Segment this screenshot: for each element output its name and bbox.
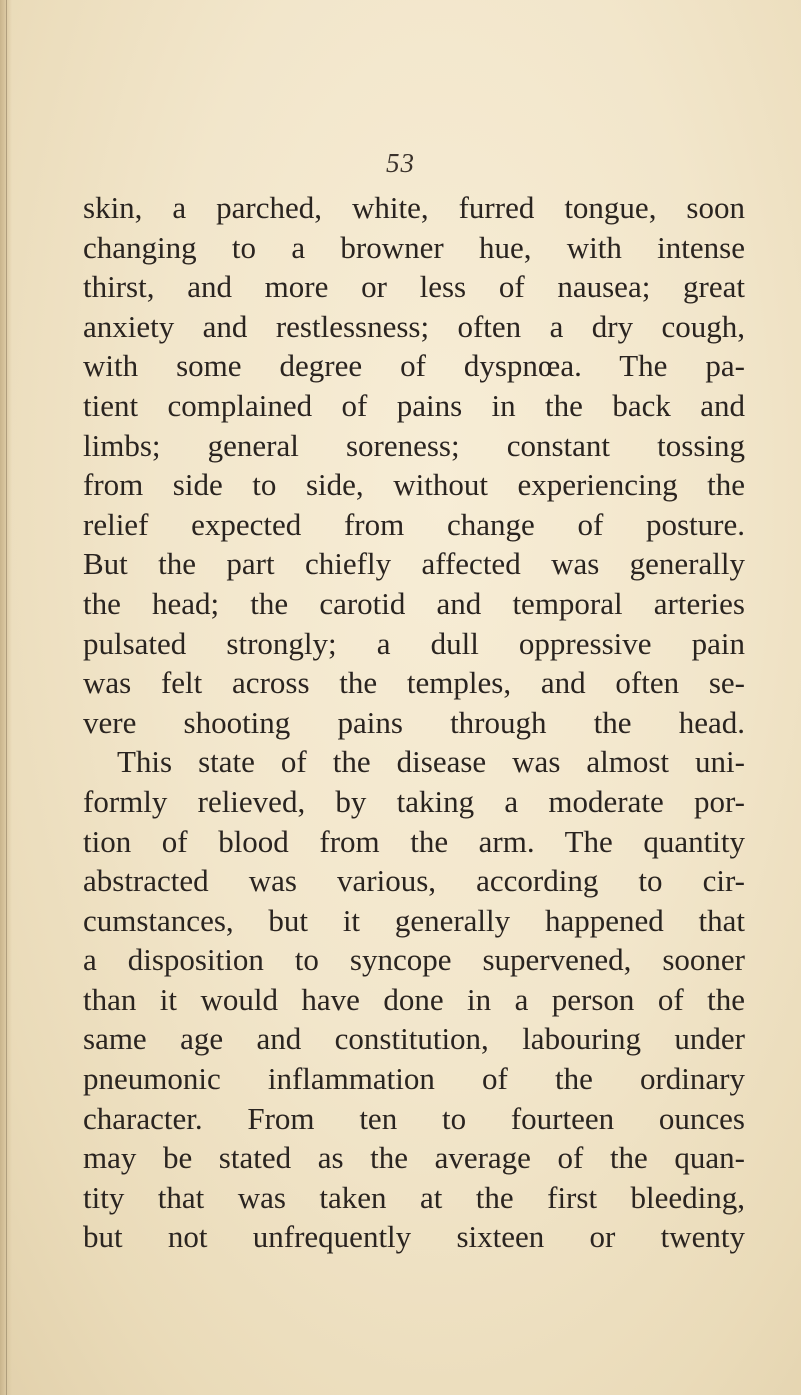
text-line: This state of the disease was almost uni-	[117, 744, 745, 780]
text-line: vere shooting pains through the head.	[83, 704, 745, 740]
text-line: with some degree of dyspnœa. The pa-	[83, 348, 745, 384]
text-line: but not unfrequently sixteen or twenty	[83, 1219, 745, 1255]
page-number: 53	[386, 148, 415, 178]
text-line: abstracted was various, according to cir-	[83, 863, 745, 899]
body-text	[83, 188, 745, 1257]
text-line: may be stated as the average of the quan-	[83, 1140, 745, 1176]
text-line: the head; the carotid and temporal arteries	[83, 585, 745, 621]
text-line: same age and constitution, labouring under	[83, 1021, 745, 1057]
text-line: tity that was taken at the first bleeding,	[83, 1179, 745, 1215]
text-line: anxiety and restlessness; often a dry cough,	[83, 308, 745, 344]
text-line: pulsated strongly; a dull oppressive pain	[83, 625, 745, 661]
text-line: skin, a parched, white, furred tongue, soon	[83, 190, 745, 225]
text-line: tion of blood from the arm. The quantity	[83, 823, 745, 859]
text-line: from side to side, without experiencing the	[83, 467, 745, 503]
text-line: relief expected from change of posture.	[83, 506, 745, 542]
text-line: limbs; general soreness; constant tossing	[83, 427, 745, 463]
text-line: tient complained of pains in the back and	[83, 387, 745, 423]
text-line: formly relieved, by taking a moderate por-	[83, 783, 745, 819]
text-line: a disposition to syncope supervened, sooner	[83, 942, 745, 978]
text-line: pneumonic inflammation of the ordinary	[83, 1061, 745, 1097]
text-line: changing to a browner hue, with intense	[83, 229, 745, 265]
text-line: cumstances, but it generally happened that	[83, 902, 745, 938]
text-line: But the part chiefly affected was generally	[83, 546, 745, 582]
text-line: thirst, and more or less of nausea; great	[83, 269, 745, 305]
binding-line	[6, 0, 7, 1395]
text-line: than it would have done in a person of the	[83, 981, 745, 1017]
text-line: was felt across the temples, and often se-	[83, 665, 745, 701]
text-line: character. From ten to fourteen ounces	[83, 1100, 745, 1136]
